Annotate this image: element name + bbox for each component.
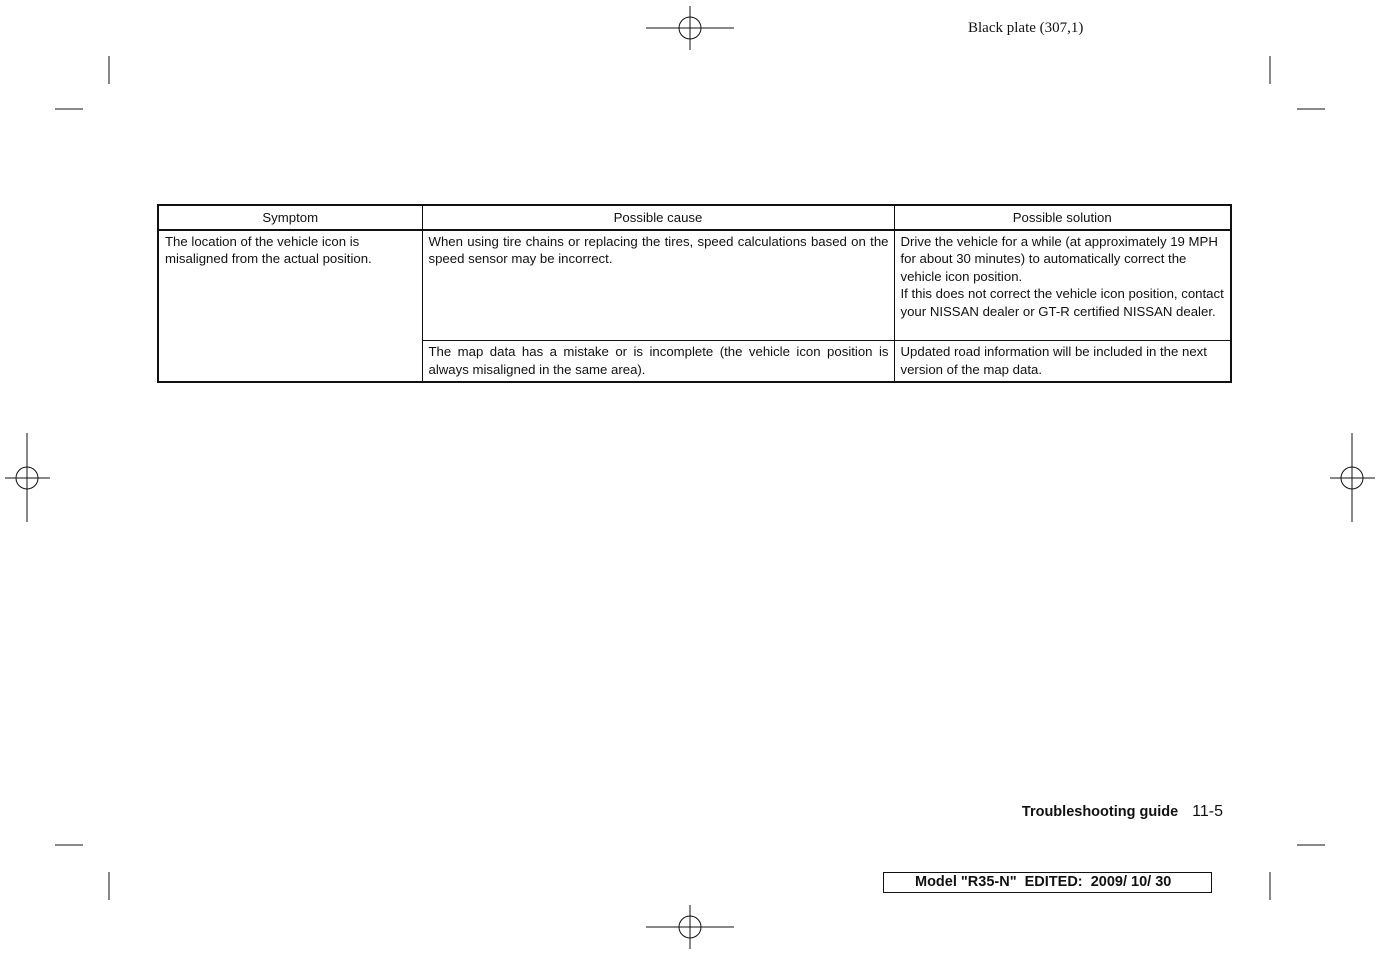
solution-paragraph: Drive the vehicle for a while (at approximately 19 MPH for about 30 minutes) to automatically correct the vehicle icon position. bbox=[900, 233, 1218, 284]
column-header-solution: Possible solution bbox=[894, 205, 1231, 230]
symptom-cell: The location of the vehicle icon is misaligned from the actual position. bbox=[158, 230, 422, 383]
crop-mark-bottom-right bbox=[1270, 845, 1325, 900]
troubleshooting-table bbox=[157, 204, 1232, 383]
plate-label: Black plate (307,1) bbox=[968, 20, 1084, 36]
column-header-cause: Possible cause bbox=[422, 205, 894, 230]
table-header-row bbox=[158, 205, 1231, 230]
edited-label: EDITED: bbox=[1024, 874, 1083, 890]
registration-mark-top bbox=[646, 6, 734, 50]
page-footer bbox=[1022, 803, 1223, 821]
edited-date: 2009/ 10/ 30 bbox=[1090, 874, 1172, 890]
solution-cell bbox=[894, 230, 1231, 341]
crop-mark-top-left bbox=[55, 56, 109, 109]
model-label: Model bbox=[915, 874, 957, 890]
crop-mark-bottom-left bbox=[55, 845, 109, 900]
section-title: Troubleshooting guide bbox=[1021, 804, 1179, 820]
registration-mark-right bbox=[1330, 433, 1375, 522]
registration-mark-bottom bbox=[646, 905, 734, 949]
page-number: 11-5 bbox=[1192, 803, 1223, 820]
table-row bbox=[158, 230, 1231, 341]
model-name: "R35-N" bbox=[960, 874, 1017, 890]
registration-mark-left bbox=[5, 433, 50, 522]
solution-paragraph: Updated road information will be included in the next version of the map data. bbox=[900, 344, 1207, 377]
column-header-symptom: Symptom bbox=[158, 205, 422, 230]
solution-cell bbox=[894, 341, 1231, 383]
cause-cell: When using tire chains or replacing the tires, speed calculations based on the speed sensor may be incorrect. bbox=[422, 230, 894, 341]
model-edit-stamp bbox=[883, 872, 1212, 893]
crop-mark-top-right bbox=[1270, 56, 1325, 109]
cause-cell: The map data has a mistake or is incomplete (the vehicle icon position is always misaligned in the same area). bbox=[422, 341, 894, 383]
solution-paragraph: If this does not correct the vehicle icon position, contact your NISSAN dealer or GT-R certified NISSAN dealer. bbox=[900, 286, 1224, 319]
